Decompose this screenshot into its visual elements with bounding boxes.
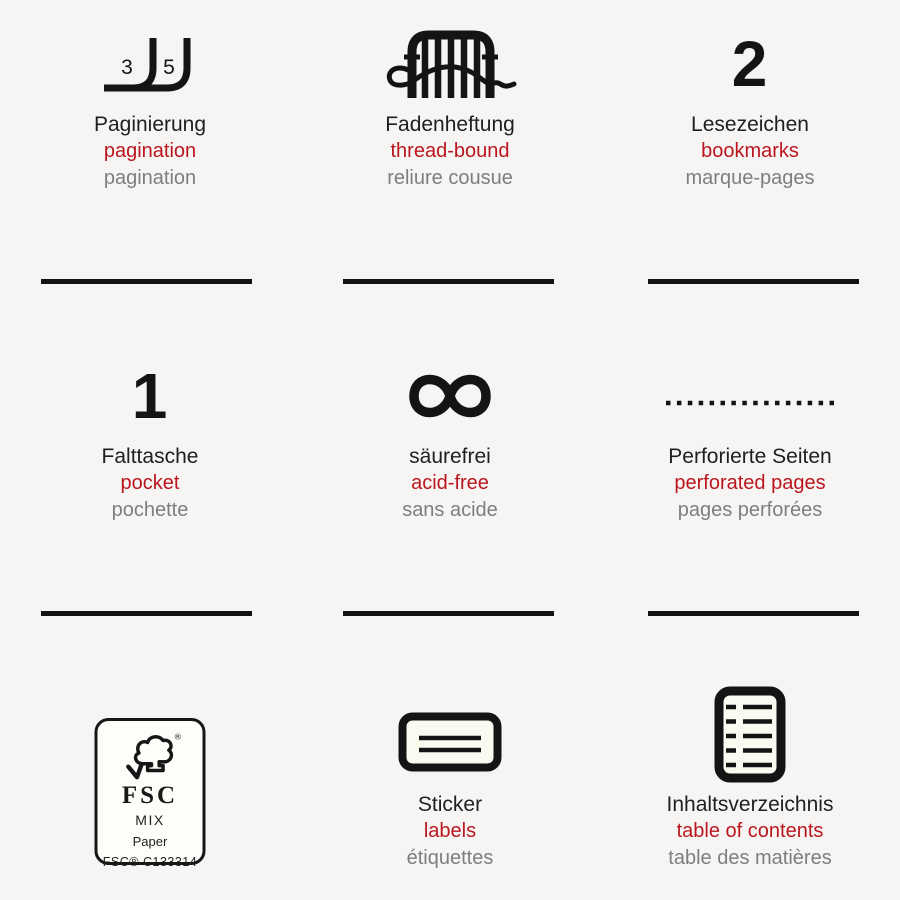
dotted-perforation-icon <box>600 352 900 440</box>
feature-cell-table-of-contents <box>600 616 900 900</box>
label-de: Inhaltsverzeichnis <box>666 793 834 816</box>
label-de: Fadenheftung <box>385 113 515 136</box>
label-fr: pagination <box>103 167 197 189</box>
label-fr: reliure cousue <box>387 167 513 189</box>
page-number-3: 3 <box>121 56 133 79</box>
thread-binding-icon <box>300 20 600 108</box>
fsc-paper-label: Paper <box>132 834 168 849</box>
divider-line <box>343 279 554 284</box>
feature-cell-pocket <box>0 352 300 524</box>
label-fr: pages perforées <box>677 499 823 521</box>
label-de: Falttasche <box>101 445 199 468</box>
label-en: table of contents <box>676 820 824 842</box>
label-en: perforated pages <box>674 472 826 494</box>
label-fr: marque-pages <box>685 167 815 189</box>
label-de: Lesezeichen <box>691 113 809 136</box>
feature-labels <box>300 443 600 524</box>
feature-cell-bookmarks <box>600 20 900 192</box>
infinity-icon <box>300 352 600 440</box>
feature-labels <box>600 111 900 192</box>
feature-cell-pagination <box>0 20 300 192</box>
feature-labels <box>300 111 600 192</box>
label-fr: étiquettes <box>406 847 494 869</box>
label-en: labels <box>423 820 477 842</box>
fsc-logo <box>95 718 206 869</box>
label-de: Perforierte Seiten <box>668 445 832 468</box>
feature-cell-fsc <box>0 616 300 900</box>
feature-labels <box>0 111 300 192</box>
fsc-acronym: FSC <box>121 782 179 809</box>
label-de: säurefrei <box>409 445 491 468</box>
feature-cell-perforated-pages <box>600 352 900 524</box>
page-number-5: 5 <box>163 56 175 79</box>
label-en: pagination <box>103 140 197 162</box>
sticker-label-icon <box>398 712 502 772</box>
feature-labels <box>600 443 900 524</box>
bookmark-count-glyph: 2 <box>731 28 769 100</box>
pocket-count-glyph: 1 <box>131 360 169 432</box>
feature-cell-sticker <box>300 616 600 900</box>
table-of-contents-icon <box>714 686 786 783</box>
feature-labels <box>300 791 600 872</box>
feature-cell-acid-free <box>300 352 600 524</box>
fsc-tree-check-icon <box>118 728 182 784</box>
label-en: acid-free <box>411 472 489 494</box>
label-en: bookmarks <box>701 140 799 162</box>
label-de: Sticker <box>417 793 483 816</box>
label-fr: pochette <box>111 499 189 521</box>
label-fr: table des matières <box>668 847 832 869</box>
label-en: thread-bound <box>390 140 510 162</box>
pagination-page-corners-icon <box>0 20 300 108</box>
fsc-mix-label: MIX <box>135 812 165 828</box>
feature-labels <box>600 791 900 872</box>
label-fr: sans acide <box>402 499 498 521</box>
feature-labels <box>0 443 300 524</box>
fsc-license-code: FSC® C133314 <box>102 855 198 869</box>
label-de: Paginierung <box>93 113 207 136</box>
fsc-registered-mark: ® <box>174 731 181 742</box>
feature-cell-thread-bound <box>300 20 600 192</box>
divider-line <box>648 279 859 284</box>
label-en: pocket <box>120 472 180 494</box>
divider-line <box>41 279 252 284</box>
